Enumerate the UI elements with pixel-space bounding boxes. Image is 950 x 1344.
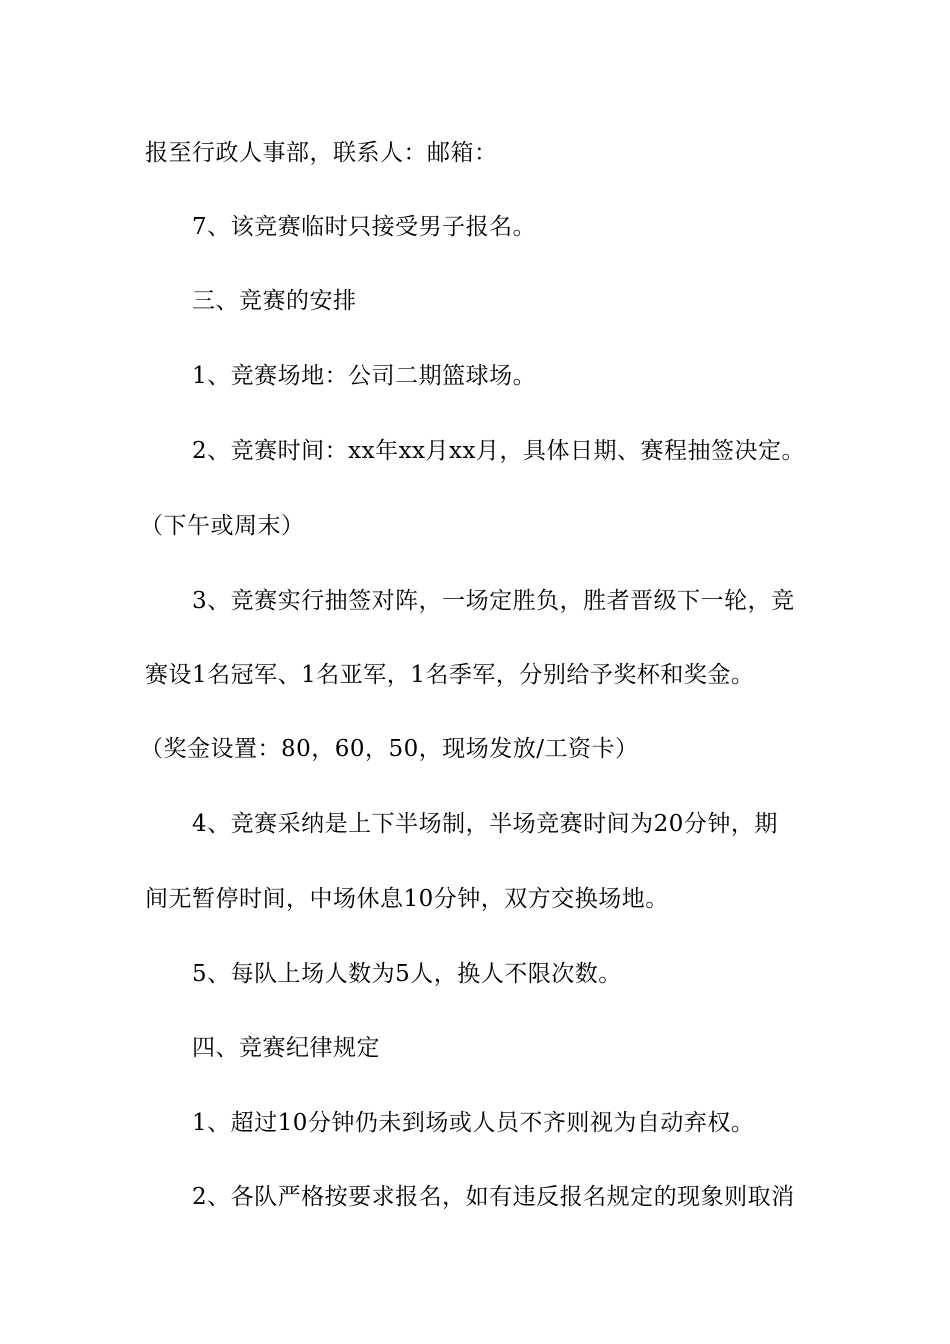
text-line-6: （下午或周末）: [140, 513, 305, 539]
text-line-8: 赛设1名冠军、1名亚军，1名季军，分别给予奖杯和奖金。: [145, 662, 755, 688]
text-line-15: 2、各队严格按要求报名，如有违反报名规定的现象则取消: [192, 1184, 795, 1210]
text-line-2: 7、该竞赛临时只接受男子报名。: [192, 214, 537, 240]
text-line-4: 1、竞赛场地：公司二期篮球场。: [192, 363, 537, 389]
section-heading-13: 四、竞赛纪律规定: [192, 1035, 380, 1061]
text-line-1: 报至行政人事部，联系人：邮箱：: [145, 140, 498, 166]
text-line-9: （奖金设置：80，60，50，现场发放/工资卡）: [140, 736, 639, 762]
section-heading-3: 三、竞赛的安排: [192, 288, 357, 314]
text-line-12: 5、每队上场人数为5人，换人不限次数。: [192, 961, 622, 987]
text-line-7: 3、竞赛实行抽签对阵，一场定胜负，胜者晋级下一轮，竞: [192, 588, 795, 614]
text-line-5: 2、竞赛时间：xx年xx月xx月，具体日期、赛程抽签决定。: [192, 438, 805, 464]
text-line-14: 1、超过10分钟仍未到场或人员不齐则视为自动弃权。: [192, 1110, 755, 1136]
text-line-11: 间无暂停时间，中场休息10分钟，双方交换场地。: [145, 886, 669, 912]
text-line-10: 4、竞赛采纳是上下半场制，半场竞赛时间为20分钟，期: [192, 811, 778, 837]
